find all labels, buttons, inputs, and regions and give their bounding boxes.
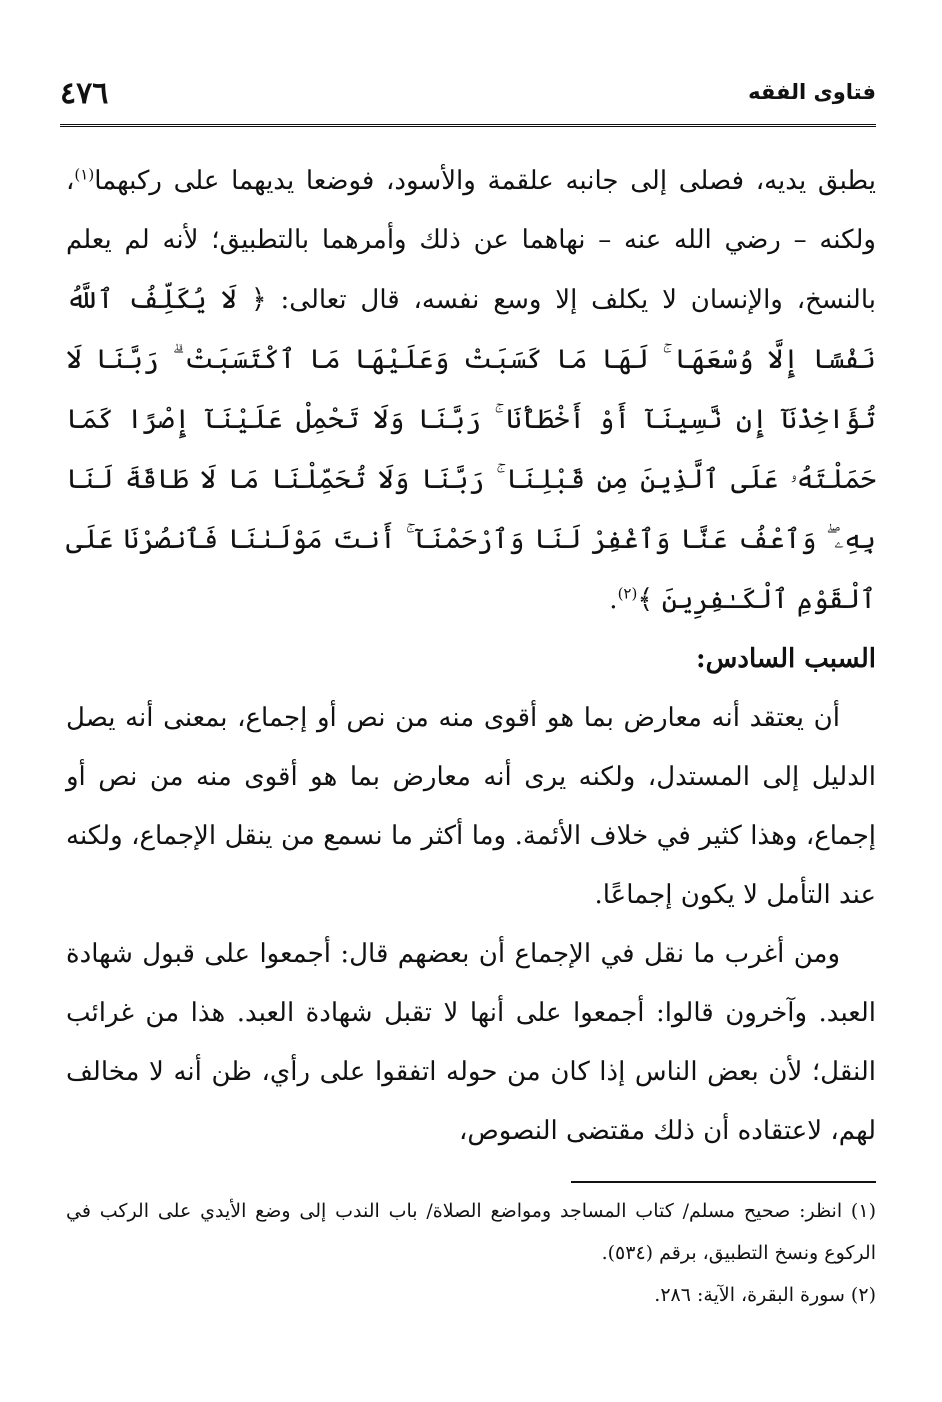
paragraph-text: يطبق يديه، فصلى إلى جانبه علقمة والأسود، فوضعا يديهما على ركبهما [94, 166, 876, 196]
paragraph-text: ، ولكنه – رضي الله عنه – نهاهما عن ذلك وأمرهما بالتطبيق؛ لأنه لم يعلم بالنسخ، والإنسان لا يكلف إلا وسع نفسه، قال تعالى: [66, 166, 876, 315]
footnote-marker-1: (١) [74, 165, 95, 184]
verse-end-period: . [609, 585, 618, 615]
page-header [60, 74, 876, 127]
running-title: فتاوى الفقه [748, 80, 876, 104]
page-number: ٤٧٦ [60, 76, 109, 111]
footnote-divider [571, 1181, 876, 1183]
section-heading: السبب السادس: [696, 644, 876, 674]
footnote-2: (٢) سورة البقرة، الآية: ٢٨٦. [654, 1284, 876, 1306]
quran-verse: ﴿ لَا يُكَلِّفُ ٱللَّهُ نَفْسًا إِلَّا وُسْعَهَا ۚ لَهَا مَا كَسَبَتْ وَعَلَيْهَا مَا ٱكْتَسَبَتْ ۗ رَبَّنَا لَا تُؤَاخِذْنَآ إِن نَّسِينَآ أَوْ أَخْطَأْنَا ۚ رَبَّنَا وَلَا تَحْمِلْ عَلَيْنَآ إِصْرًا كَمَا حَمَلْتَهُۥ عَلَى ٱلَّذِينَ مِن قَبْلِنَا ۚ رَبَّنَا وَلَا تُحَمِّلْنَا مَا لَا طَاقَةَ لَنَا بِهِۦ ۖ وَٱعْفُ عَنَّا وَٱغْفِرْ لَنَا وَٱرْحَمْنَآ ۚ أَنتَ مَوْلَىٰنَا فَٱنصُرْنَا عَلَى ٱلْقَوْمِ ٱلْكَـٰفِرِينَ ﴾ [66, 284, 876, 615]
paragraph: أن يعتقد أنه معارض بما هو أقوى منه من نص أو إجماع، بمعنى أنه يصل الدليل إلى المستدل، ولكنه يرى أنه معارض بما هو أقوى منه من نص أو إجماع، وهذا كثير في خلاف الأئمة. وما أكثر ما نسمع من ينقل الإجماع، ولكنه عند التأمل لا يكون إجماعًا. [66, 703, 876, 910]
footnote-marker-2: (٢) [617, 584, 638, 603]
footnote-1: (١) انظر: صحيح مسلم/ كتاب المساجد ومواضع الصلاة/ باب الندب إلى وضع الأيدي على الركب في الركوع ونسخ التطبيق، برقم (٥٣٤). [66, 1200, 876, 1264]
main-text [66, 152, 876, 1161]
paragraph: ومن أغرب ما نقل في الإجماع أن بعضهم قال: أجمعوا على قبول شهادة العبد. وآخرون قالوا: أجمعوا على أنها لا تقبل شهادة العبد. هذا من غرائب النقل؛ لأن بعض الناس إذا كان من حوله اتفقوا على رأي، ظن أنه لا مخالف لهم، لاعتقاده أن ذلك مقتضى النصوص، [66, 939, 876, 1146]
paragraph-continuation [66, 152, 876, 630]
footnotes [66, 1190, 876, 1316]
